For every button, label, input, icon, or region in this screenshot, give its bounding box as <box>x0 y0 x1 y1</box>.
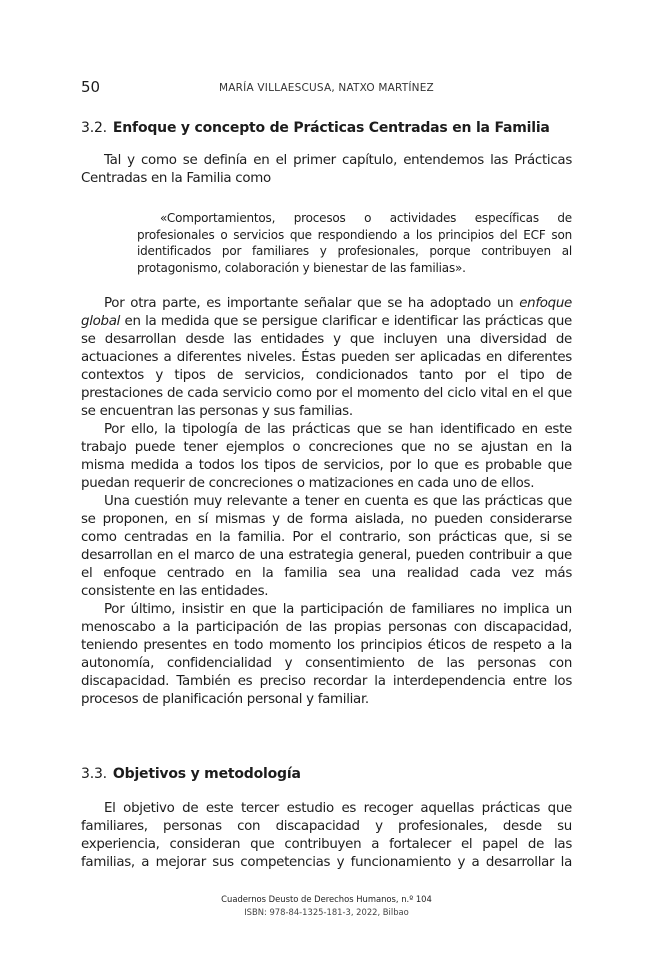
definition-quote <box>137 210 572 276</box>
page-footer <box>81 893 572 919</box>
section-number: 3.2. <box>81 120 107 136</box>
paragraph-text: Por otra parte, es importante señalar que se ha adoptado un <box>104 296 520 311</box>
page <box>81 0 572 953</box>
section-3-3-body <box>81 800 572 872</box>
paragraph-text: en la medida que se persigue clarificar e identificar las prácticas que se desarrollan desde las entidades y que incluyen una diversidad de actuaciones a diferentes niveles. Éstas pueden ser aplicadas en diferentes contextos y tipos de servicios, condicionados tanto por el tipo de prestaciones de cada servicio como por el momento del ciclo vital en el que se encuentran las personas y sus familias. <box>81 314 572 419</box>
section-title: Objetivos y metodología <box>112 766 301 782</box>
header-authors: MARÍA VILLAESCUSA, NATXO MARTÍNEZ <box>219 82 434 94</box>
section-heading-3-2 <box>81 120 572 136</box>
paragraph-enfoque-global <box>81 295 572 421</box>
paragraph-objetivo: El objetivo de este tercer estudio es recoger aquellas prácticas que familiares, personas con discapacidad y profesionales, desde su experiencia, consideran que contribuyen a fortalecer el papel de las familias, a mejorar sus competencias y funcionamiento y a desarrollar la <box>81 801 572 870</box>
paragraph-cuestion: Una cuestión muy relevante a tener en cuenta es que las prácticas que se proponen, en sí mismas y de forma aislada, no pueden considerarse como centradas en la familia. Por el contrario, son prácticas que, si se desarrollan en el marco de una estrategia general, pueden contribuir a que el enfoque centrado en la familia sea una realidad cada vez más consistente en las entidades. <box>81 494 572 599</box>
section-number: 3.3. <box>81 766 107 782</box>
footer-isbn: ISBN: 978-84-1325-181-3, 2022, Bilbao <box>244 907 409 917</box>
paragraph-ultimo: Por último, insistir en que la participación de familiares no implica un menoscabo a la participación de las propias personas con discapacidad, teniendo presentes en todo momento los principios éticos de respeto a la autonomía, confidencialidad y consentimiento de las personas con discapacidad. También es preciso recordar la interdependencia entre los procesos de planificación personal y familiar. <box>81 602 572 707</box>
section-title: Enfoque y concepto de Prácticas Centradas en la Familia <box>112 120 550 136</box>
quote-text: «Comportamientos, procesos o actividades específicas de profesionales o servicios que respondiendo a los principios del ECF son identificados por familiares y profesionales, porque contribuyen al protagonismo, colaboración y bienestar de las familias». <box>137 211 572 275</box>
section-heading-3-3 <box>81 766 572 782</box>
page-number: 50 <box>81 78 101 96</box>
paragraph-tipologia: Por ello, la tipología de las prácticas que se han identificado en este trabajo puede tener ejemplos o concreciones que no se ajustan en la misma medida a todos los tipos de servicios, por lo que es probable que puedan requerir de concreciones o matizaciones en cada uno de ellos. <box>81 422 572 491</box>
intro-paragraph: Tal y como se definía en el primer capítulo, entendemos las Prácticas Centradas en la Familia como <box>81 153 572 186</box>
footer-journal: Cuadernos Deusto de Derechos Humanos, n.º 104 <box>221 894 432 904</box>
emphasis-text: enfoque global <box>81 296 572 329</box>
section-3-2-body <box>81 295 572 709</box>
intro-paragraph-block <box>81 152 572 188</box>
running-head <box>81 78 572 98</box>
